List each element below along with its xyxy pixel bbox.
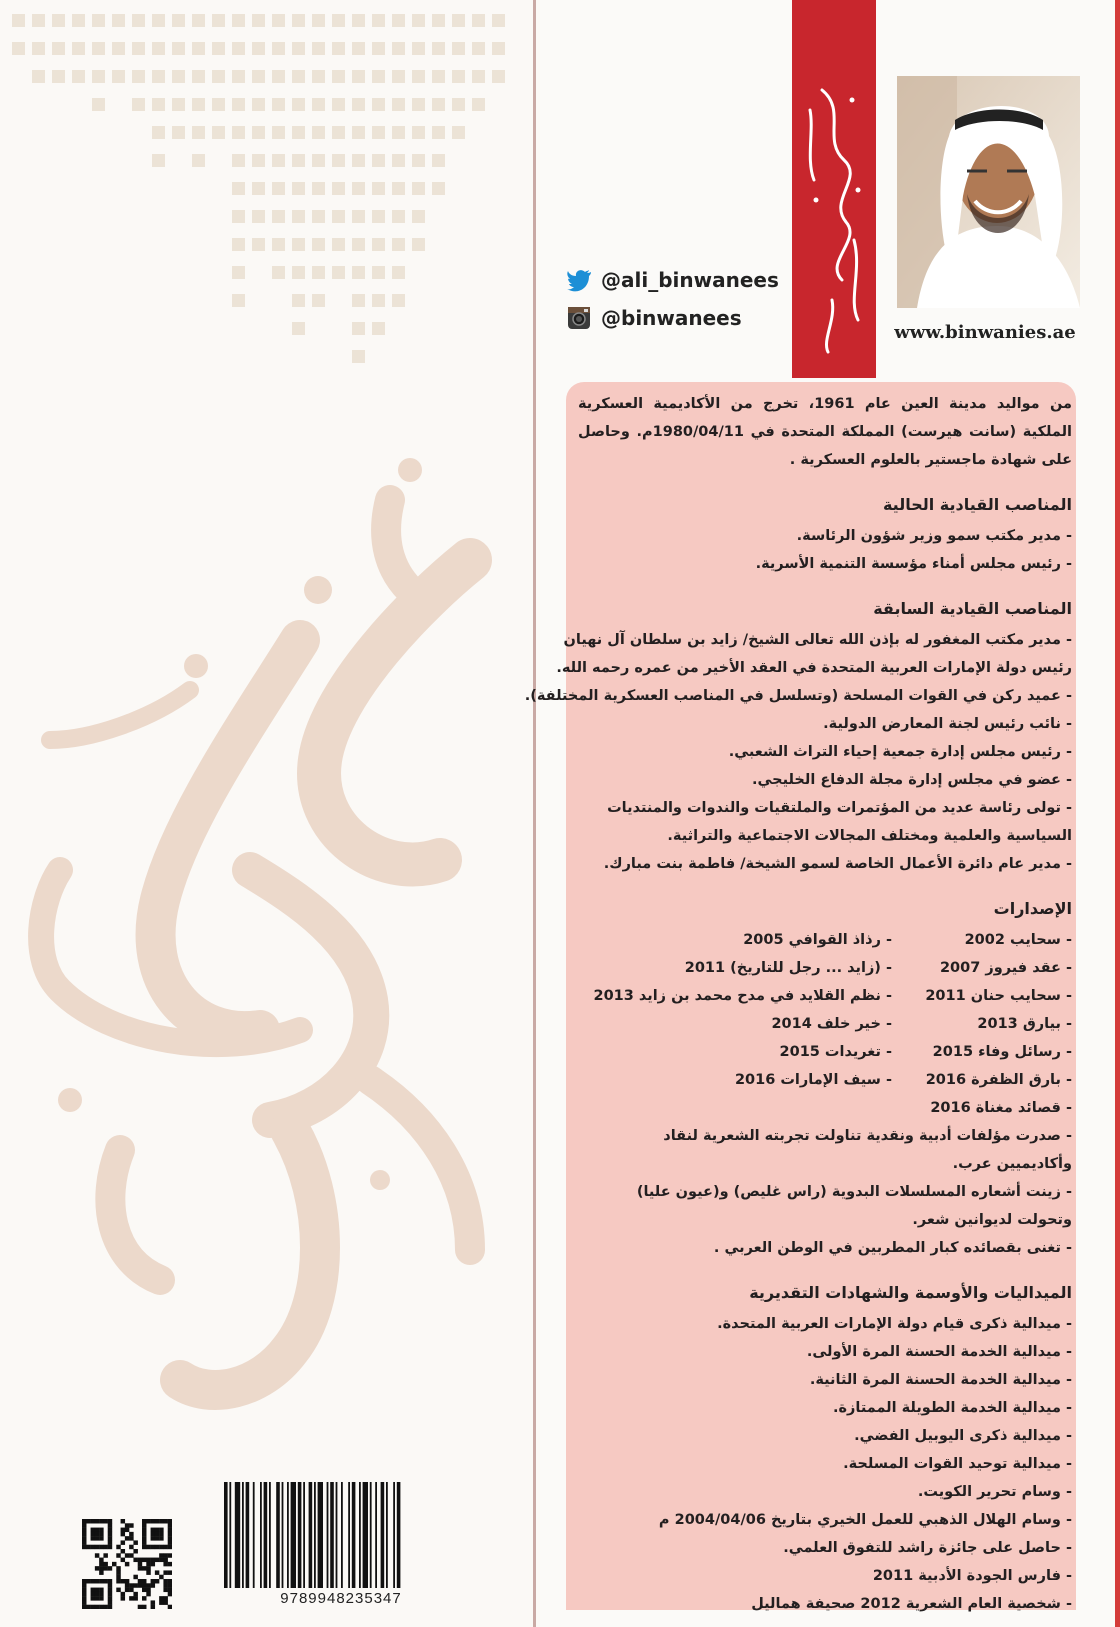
publication-item: - بارق الظفرة 2016 [925, 1072, 1072, 1088]
author-signature-logo [792, 0, 876, 378]
bio-content [524, 390, 1078, 1618]
medal-item: - ميدالية الخدمة الحسنة المرة الأولى. [806, 1344, 1072, 1360]
previous-position-item: السياسية والعلمية ومختلف المجالات الاجتماعية والتراثية. [667, 828, 1072, 844]
publication-item: - بيارق 2013 [977, 1016, 1072, 1032]
medal-item: - ميدالية توحيد القوات المسلحة. [843, 1456, 1072, 1472]
red-edge-line [1115, 0, 1120, 1627]
publication-item: - رسائل وفاء 2015 [932, 1044, 1072, 1060]
current-position-item: - رئيس مجلس أمناء مؤسسة التنمية الأسرية. [755, 556, 1072, 572]
previous-position-item: - عميد ركن في القوات المسلحة (وتسلسل في المناصب العسكرية المختلفة). [524, 688, 1072, 704]
twitter-handle: @ali_binwanees [601, 268, 779, 292]
publications-list [566, 926, 1078, 1122]
website-url[interactable]: www.binwanies.ae [894, 322, 1076, 343]
publication-item: - سحايب حنان 2011 [925, 988, 1072, 1004]
medal-item: - شخصية العام الشعرية 2012 صحيفة هماليل [751, 1596, 1072, 1612]
medal-item: - حاصل على جائزة راشد للتفوق العلمي. [783, 1540, 1072, 1556]
qr-code [82, 1519, 172, 1609]
instagram-handle: @binwanees [601, 306, 742, 330]
medal-item: - ميدالية ذكرى اليوبيل الفضي. [854, 1428, 1072, 1444]
twitter-bird-icon [567, 268, 593, 292]
previous-position-item: - عضو في مجلس إدارة مجلة الدفاع الخليجي. [751, 772, 1072, 788]
decorative-calligraphy [0, 0, 534, 1460]
current-positions-title: المناصب القيادية الحالية [882, 495, 1072, 514]
publication-item: - خير خلف 2014 [771, 1016, 892, 1032]
medals-title: الميداليات والأوسمة والشهادات التقديرية [749, 1283, 1072, 1302]
publication-note: - صدرت مؤلفات أدبية ونقدية تناولت تجربته الشعرية لنقاد [663, 1128, 1072, 1144]
previous-position-item: - رئيس مجلس إدارة جمعية إحياء التراث الشعبي. [728, 744, 1072, 760]
instagram-camera-icon [567, 306, 593, 330]
publication-note: وتحولت لديوانين شعر. [912, 1212, 1072, 1228]
previous-position-item: - مدير عام دائرة الأعمال الخاصة لسمو الشيخة/ فاطمة بنت مبارك. [603, 856, 1072, 872]
signature-strip [792, 0, 876, 378]
medal-item: - وسام تحرير الكويت. [917, 1484, 1072, 1500]
current-position-item: - مدير مكتب سمو وزير شؤون الرئاسة. [796, 528, 1072, 544]
medal-item: - ميدالية ذكرى قيام دولة الإمارات العربية المتحدة. [717, 1316, 1072, 1332]
publications-title: الإصدارات [993, 899, 1072, 918]
previous-position-item: رئيس دولة الإمارات العربية المتحدة في العقد الأخير من عمره رحمه الله. [556, 660, 1072, 676]
medal-item: - ميدالية الخدمة الطويلة الممتازة. [832, 1400, 1072, 1416]
publication-note: - تغنى بقصائده كبار المطربين في الوطن العربي . [713, 1240, 1072, 1256]
publication-item: - سيف الإمارات 2016 [734, 1072, 892, 1088]
previous-positions-title: المناصب القيادية السابقة [873, 599, 1072, 618]
publication-item: - قصائد مغناة 2016 [930, 1100, 1072, 1116]
previous-position-item: - تولى رئاسة عديد من المؤتمرات والملتقيات والندوات والمنتديات [607, 800, 1072, 816]
publication-item: - نظم القلايد في مدح محمد بن زايد 2013 [593, 988, 892, 1004]
instagram-handle-row[interactable] [567, 306, 742, 330]
author-photo [897, 76, 1080, 308]
medal-item: - فارس الجودة الأدبية 2011 [872, 1568, 1072, 1584]
publication-item: - سحايب 2002 [964, 932, 1072, 948]
previous-position-item: - مدير مكتب المغفور له بإذن الله تعالى الشيخ/ زايد بن سلطان آل نهيان [563, 632, 1072, 648]
bio-intro: من مواليد مدينة العين عام 1961، تخرج من الأكاديمية العسكرية الملكية (سانت هيرست) المملكة المتحدة في 1980/04/11م. وحاصل على شهادة ماجستير بالعلوم العسكرية . [578, 396, 1073, 468]
publication-item: - رذاذ القوافي 2005 [743, 932, 892, 948]
publication-item: - عقد فيروز 2007 [939, 960, 1072, 976]
publication-note: وأكاديميين عرب. [952, 1156, 1072, 1172]
isbn-number: 9789948235347 [280, 1590, 402, 1607]
publication-item: - تغريدات 2015 [779, 1044, 892, 1060]
barcode [222, 1482, 460, 1588]
medal-item: - ميدالية الخدمة الحسنة المرة الثانية. [809, 1372, 1072, 1388]
previous-position-item: - نائب رئيس لجنة المعارض الدولية. [823, 716, 1072, 732]
publication-item [566, 1094, 892, 1122]
medal-item: - وسام الهلال الذهبي للعمل الخيري بتاريخ 2004/04/06 م [658, 1512, 1072, 1528]
publication-note: - زينت أشعاره المسلسلات البدوية (راس غليص) و(عيون عليا) [636, 1184, 1072, 1200]
spine-divider [533, 0, 536, 1627]
publication-item: - (زايد ... رجل للتاريخ) 2011 [684, 960, 892, 976]
back-cover-left-panel [0, 0, 534, 1627]
twitter-handle-row[interactable] [567, 268, 779, 292]
